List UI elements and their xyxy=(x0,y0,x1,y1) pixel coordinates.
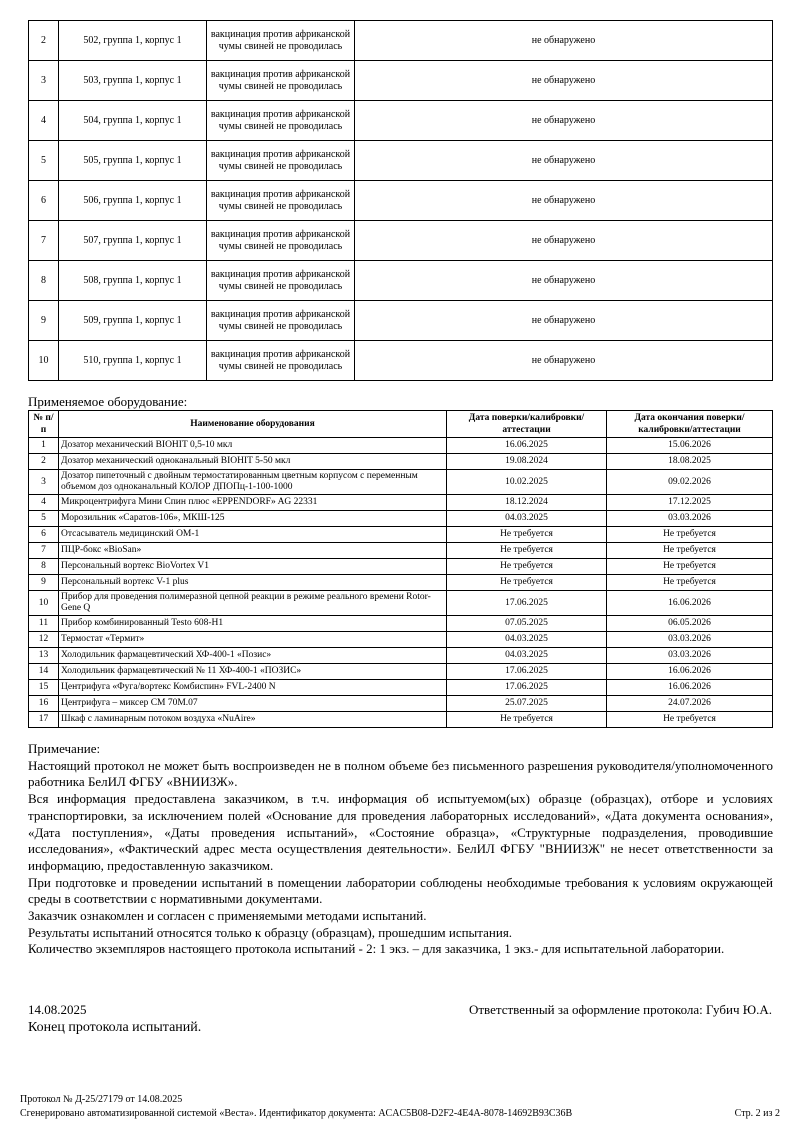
vaccination-status: вакцинация против африканской чумы свиней не проводилась xyxy=(207,21,355,61)
sample-id: 507, группа 1, корпус 1 xyxy=(59,221,207,261)
equipment-number: 4 xyxy=(29,495,59,511)
equipment-check-date: 04.03.2025 xyxy=(447,632,607,648)
vaccination-status: вакцинация против африканской чумы свиней не проводилась xyxy=(207,301,355,341)
note-paragraph: Настоящий протокол не может быть воспроизведен не в полном объеме без письменного разрешения руководителя/уполномоченного работника БелИЛ ФГБУ «ВНИИЗЖ». xyxy=(28,757,773,790)
sample-id: 508, группа 1, корпус 1 xyxy=(59,261,207,301)
equipment-check-date: 07.05.2025 xyxy=(447,616,607,632)
footer-protocol-number: Протокол № Д-25/27179 от 14.08.2025 xyxy=(20,1094,183,1105)
note-paragraph: При подготовке и проведении испытаний в помещении лаборатории соблюдены необходимые требования к условиям окружающей среды в соответствии с нормативными документами. xyxy=(28,874,773,907)
equipment-check-date: 16.06.2025 xyxy=(447,438,607,454)
results-row xyxy=(29,61,773,101)
responsible-person: Ответственный за оформление протокола: Губич Ю.А. xyxy=(468,1002,772,1017)
sample-id: 510, группа 1, корпус 1 xyxy=(59,341,207,381)
equipment-number: 17 xyxy=(29,712,59,728)
results-row xyxy=(29,21,773,61)
equipment-name: Холодильник фармацевтический ХФ-400-1 «Позис» xyxy=(59,648,447,664)
equipment-check-date: 04.03.2025 xyxy=(447,511,607,527)
equipment-end-date: 06.05.2026 xyxy=(607,616,773,632)
note-paragraph: Заказчик ознакомлен и согласен с применяемыми методами испытаний. xyxy=(28,908,427,924)
equipment-row xyxy=(29,591,773,616)
test-result: не обнаружено xyxy=(355,261,773,301)
equipment-name: Прибор для проведения полимеразной цепной реакции в режиме реального времени Rotor-Gene Q xyxy=(59,591,447,616)
equipment-check-date: Не требуется xyxy=(447,527,607,543)
equipment-number: 2 xyxy=(29,454,59,470)
test-result: не обнаружено xyxy=(355,341,773,381)
equipment-row xyxy=(29,543,773,559)
header-date-check: Дата поверки/калибровки/аттестации xyxy=(447,411,607,438)
equipment-name: Дозатор пипеточный с двойным термостатированным цветным корпусом с переменным объемом доз одноканальный КОЛОР ДПОПц-1-100-1000 xyxy=(59,470,447,495)
equipment-end-date: Не требуется xyxy=(607,559,773,575)
equipment-title: Применяемое оборудование: xyxy=(28,394,188,409)
equipment-number: 6 xyxy=(29,527,59,543)
equipment-row xyxy=(29,712,773,728)
equipment-name: Термостат «Термит» xyxy=(59,632,447,648)
equipment-end-date: 17.12.2025 xyxy=(607,495,773,511)
row-number: 10 xyxy=(29,341,59,381)
equipment-name: Центрифуга «Фуга/вортекс Комбиспин» FVL-2400 N xyxy=(59,680,447,696)
sample-id: 505, группа 1, корпус 1 xyxy=(59,141,207,181)
equipment-row xyxy=(29,632,773,648)
results-row xyxy=(29,261,773,301)
footer-page-number: Стр. 2 из 2 xyxy=(734,1108,780,1119)
equipment-name: Прибор комбинированный Testo 608-H1 xyxy=(59,616,447,632)
equipment-number: 3 xyxy=(29,470,59,495)
equipment-check-date: Не требуется xyxy=(447,575,607,591)
equipment-row xyxy=(29,511,773,527)
equipment-number: 14 xyxy=(29,664,59,680)
footer-generated: Сгенерировано автоматизированной системой «Веста». Идентификатор документа: ACAC5B08-D2F2-4E4A-8078-14692B93C36B xyxy=(20,1108,573,1119)
results-row xyxy=(29,101,773,141)
results-row xyxy=(29,181,773,221)
row-number: 6 xyxy=(29,181,59,221)
equipment-row xyxy=(29,664,773,680)
test-result: не обнаружено xyxy=(355,101,773,141)
notes-title: Примечание: xyxy=(28,741,101,756)
equipment-row xyxy=(29,680,773,696)
equipment-check-date: 04.03.2025 xyxy=(447,648,607,664)
equipment-row xyxy=(29,648,773,664)
vaccination-status: вакцинация против африканской чумы свиней не проводилась xyxy=(207,341,355,381)
equipment-check-date: Не требуется xyxy=(447,559,607,575)
equipment-table-body xyxy=(29,438,773,728)
equipment-check-date: 18.12.2024 xyxy=(447,495,607,511)
equipment-check-date: 17.06.2025 xyxy=(447,680,607,696)
row-number: 9 xyxy=(29,301,59,341)
equipment-row xyxy=(29,438,773,454)
equipment-name: Персональный вортекс BioVortex V1 xyxy=(59,559,447,575)
equipment-row xyxy=(29,527,773,543)
signature-date: 14.08.2025 xyxy=(28,1002,87,1017)
equipment-name: Центрифуга – миксер СМ 70М.07 xyxy=(59,696,447,712)
header-date-end: Дата окончания поверки/калибровки/аттестации xyxy=(607,411,773,438)
equipment-end-date: 16.06.2026 xyxy=(607,680,773,696)
equipment-row xyxy=(29,559,773,575)
equipment-end-date: 09.02.2026 xyxy=(607,470,773,495)
equipment-end-date: Не требуется xyxy=(607,575,773,591)
equipment-check-date: 17.06.2025 xyxy=(447,664,607,680)
vaccination-status: вакцинация против африканской чумы свиней не проводилась xyxy=(207,141,355,181)
note-paragraph: Количество экземпляров настоящего протокола испытаний - 2: 1 экз. – для заказчика, 1 экз.- для испытательной лаборатории. xyxy=(28,941,725,957)
equipment-name: Дозатор механический BIOHIT 0,5-10 мкл xyxy=(59,438,447,454)
equipment-header-row xyxy=(29,411,773,438)
test-result: не обнаружено xyxy=(355,221,773,261)
equipment-row xyxy=(29,454,773,470)
equipment-end-date: Не требуется xyxy=(607,712,773,728)
row-number: 2 xyxy=(29,21,59,61)
results-table xyxy=(28,20,773,381)
note-paragraph: Вся информация предоставлена заказчиком, в т.ч. информация об испытуемом(ых) образце (образцах), отборе и условиях транспортировки, за исключением полей «Основание для проведения лабораторных исследований», «Дата документа основания», «Дата поступления», «Даты проведения испытаний», «Состояние образца», «Структурные подразделения, проводившие исследования», «Фактический адрес места осуществления деятельности». БелИЛ ФГБУ "ВНИИЗЖ" не несет ответственности за информацию, предоставленную заказчиком. xyxy=(28,791,773,873)
notes-section xyxy=(28,741,773,958)
equipment-name: Персональный вортекс V-1 plus xyxy=(59,575,447,591)
equipment-check-date: Не требуется xyxy=(447,543,607,559)
equipment-number: 16 xyxy=(29,696,59,712)
equipment-number: 9 xyxy=(29,575,59,591)
vaccination-status: вакцинация против африканской чумы свиней не проводилась xyxy=(207,221,355,261)
equipment-check-date: 25.07.2025 xyxy=(447,696,607,712)
results-row xyxy=(29,221,773,261)
row-number: 7 xyxy=(29,221,59,261)
results-table-body xyxy=(29,21,773,381)
equipment-name: ПЦР-бокс «BioSan» xyxy=(59,543,447,559)
equipment-name: Микроцентрифуга Мини Спин плюс «EPPENDORF» AG 22331 xyxy=(59,495,447,511)
equipment-number: 10 xyxy=(29,591,59,616)
test-result: не обнаружено xyxy=(355,301,773,341)
vaccination-status: вакцинация против африканской чумы свиней не проводилась xyxy=(207,181,355,221)
equipment-end-date: 18.08.2025 xyxy=(607,454,773,470)
protocol-end: Конец протокола испытаний. xyxy=(28,1020,202,1035)
equipment-row xyxy=(29,495,773,511)
equipment-end-date: Не требуется xyxy=(607,527,773,543)
equipment-row xyxy=(29,575,773,591)
results-row xyxy=(29,301,773,341)
equipment-end-date: 03.03.2026 xyxy=(607,632,773,648)
equipment-number: 7 xyxy=(29,543,59,559)
equipment-end-date: 16.06.2026 xyxy=(607,591,773,616)
equipment-end-date: Не требуется xyxy=(607,543,773,559)
equipment-number: 13 xyxy=(29,648,59,664)
row-number: 4 xyxy=(29,101,59,141)
vaccination-status: вакцинация против африканской чумы свиней не проводилась xyxy=(207,61,355,101)
row-number: 5 xyxy=(29,141,59,181)
equipment-end-date: 24.07.2026 xyxy=(607,696,773,712)
results-row xyxy=(29,141,773,181)
equipment-end-date: 03.03.2026 xyxy=(607,511,773,527)
equipment-end-date: 16.06.2026 xyxy=(607,664,773,680)
test-result: не обнаружено xyxy=(355,181,773,221)
results-row xyxy=(29,341,773,381)
sample-id: 502, группа 1, корпус 1 xyxy=(59,21,207,61)
equipment-check-date: Не требуется xyxy=(447,712,607,728)
equipment-end-date: 03.03.2026 xyxy=(607,648,773,664)
equipment-number: 8 xyxy=(29,559,59,575)
header-name: Наименование оборудования xyxy=(59,411,447,438)
equipment-number: 12 xyxy=(29,632,59,648)
row-number: 3 xyxy=(29,61,59,101)
sample-id: 503, группа 1, корпус 1 xyxy=(59,61,207,101)
note-paragraph: Результаты испытаний относятся только к образцу (образцам), прошедшим испытания. xyxy=(28,924,513,940)
vaccination-status: вакцинация против африканской чумы свиней не проводилась xyxy=(207,101,355,141)
equipment-name: Шкаф с ламинарным потоком воздуха «NuAire» xyxy=(59,712,447,728)
equipment-check-date: 10.02.2025 xyxy=(447,470,607,495)
vaccination-status: вакцинация против африканской чумы свиней не проводилась xyxy=(207,261,355,301)
row-number: 8 xyxy=(29,261,59,301)
sample-id: 506, группа 1, корпус 1 xyxy=(59,181,207,221)
equipment-check-date: 19.08.2024 xyxy=(447,454,607,470)
equipment-row xyxy=(29,616,773,632)
test-result: не обнаружено xyxy=(355,141,773,181)
equipment-table xyxy=(28,410,773,728)
equipment-name: Холодильник фармацевтический № 11 ХФ-400-1 «ПОЗИС» xyxy=(59,664,447,680)
sample-id: 509, группа 1, корпус 1 xyxy=(59,301,207,341)
equipment-number: 1 xyxy=(29,438,59,454)
header-num: № п/п xyxy=(29,411,59,438)
sample-id: 504, группа 1, корпус 1 xyxy=(59,101,207,141)
equipment-number: 5 xyxy=(29,511,59,527)
test-result: не обнаружено xyxy=(355,61,773,101)
equipment-name: Морозильник «Саратов-106», МКШ-125 xyxy=(59,511,447,527)
equipment-end-date: 15.06.2026 xyxy=(607,438,773,454)
equipment-name: Дозатор механический одноканальный BIOHIT 5-50 мкл xyxy=(59,454,447,470)
equipment-check-date: 17.06.2025 xyxy=(447,591,607,616)
equipment-number: 15 xyxy=(29,680,59,696)
equipment-row xyxy=(29,696,773,712)
equipment-number: 11 xyxy=(29,616,59,632)
test-result: не обнаружено xyxy=(355,21,773,61)
equipment-name: Отсасыватель медицинский ОМ-1 xyxy=(59,527,447,543)
equipment-row xyxy=(29,470,773,495)
